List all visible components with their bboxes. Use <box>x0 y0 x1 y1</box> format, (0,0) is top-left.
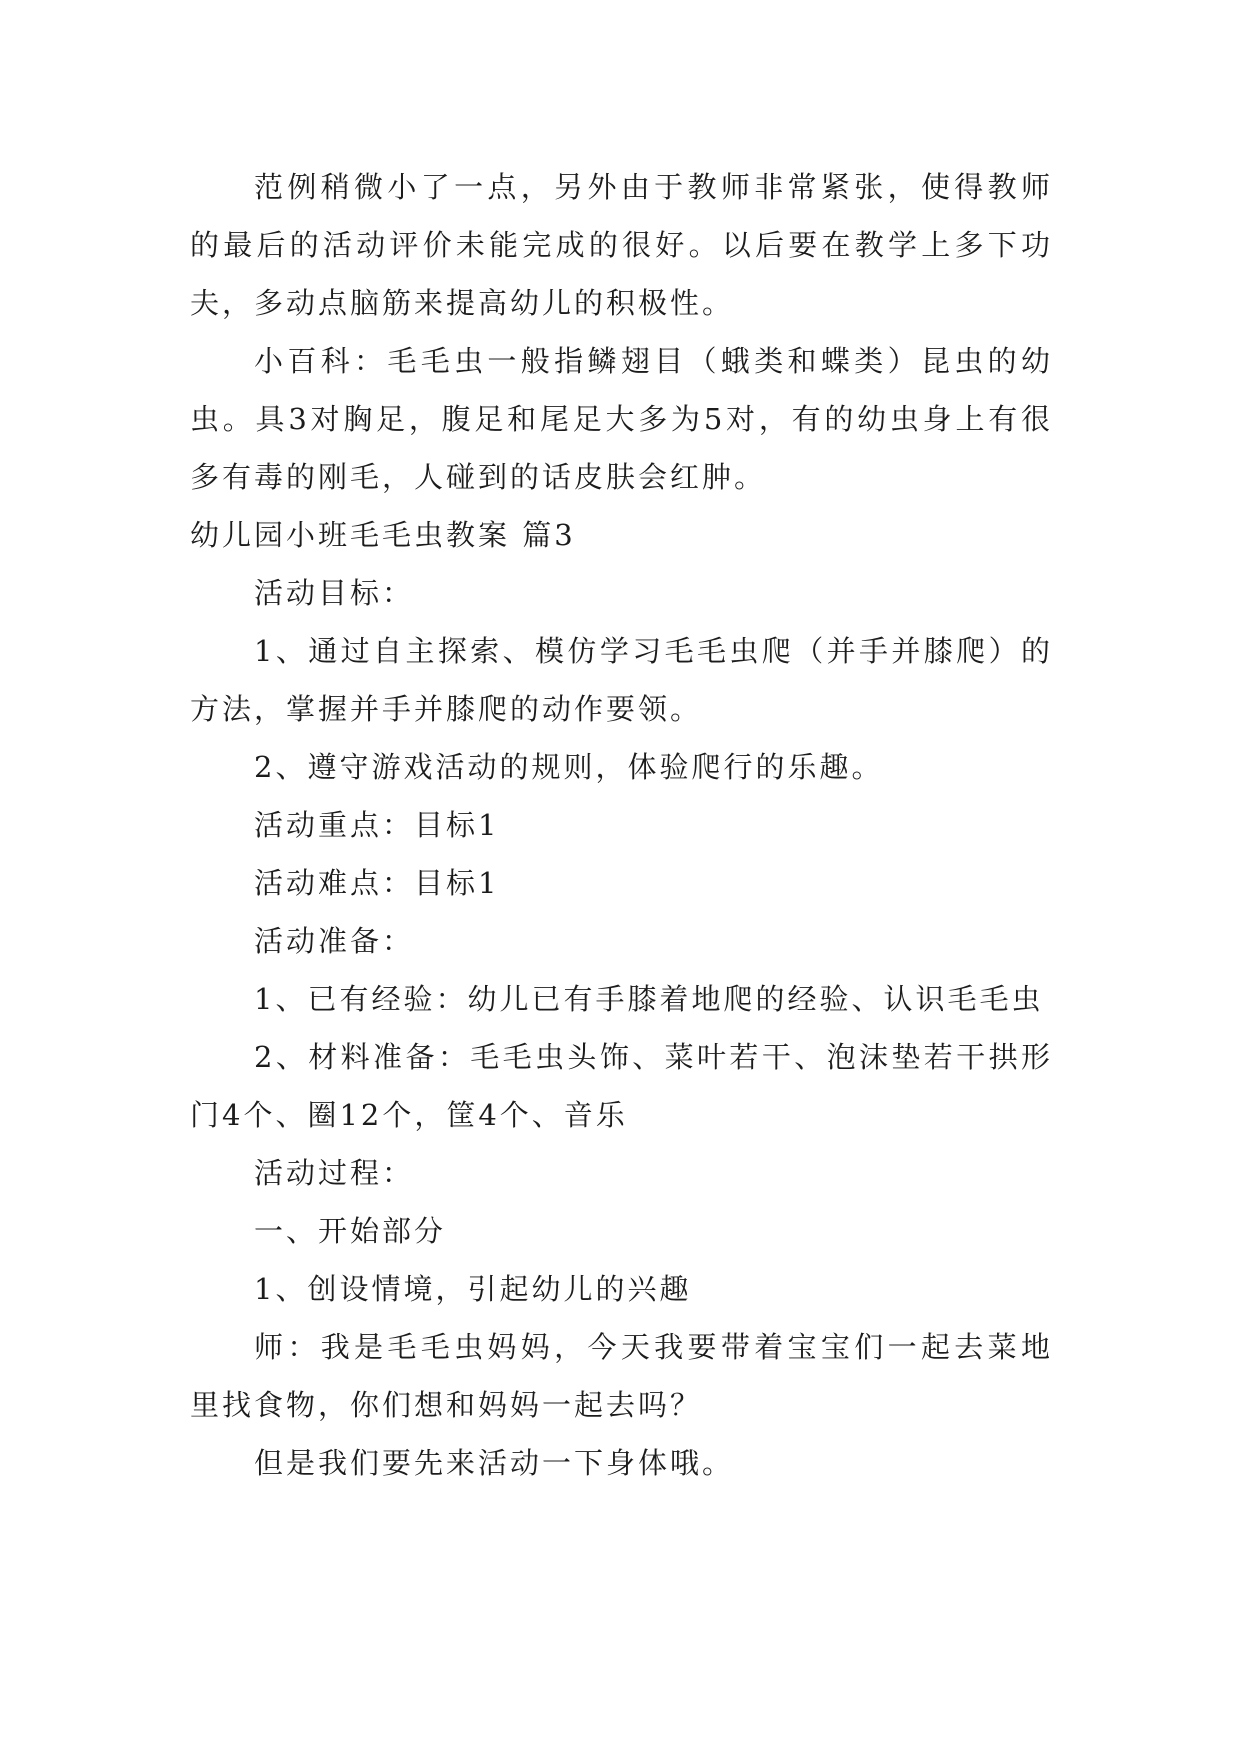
paragraph-preparation-title: 活动准备： <box>254 924 415 958</box>
section-heading: 幼儿园小班毛毛虫教案 篇3 <box>190 518 576 552</box>
paragraph-goal-1: 1、通过自主探索、模仿学习毛毛虫爬（并手并膝爬）的方法，掌握并手并膝爬的动作要领。 <box>190 634 1053 726</box>
paragraph-preparation-1: 1、已有经验：幼儿已有手膝着地爬的经验、认识毛毛虫 <box>254 982 1044 1016</box>
paragraph-warmup: 但是我们要先来活动一下身体哦。 <box>254 1446 735 1480</box>
paragraph-goals-title: 活动目标： <box>254 576 415 610</box>
paragraph-preparation-2: 2、材料准备：毛毛虫头饰、菜叶若干、泡沫垫若干拱形门4个、圈12个，筐4个、音乐 <box>190 1040 1053 1132</box>
paragraph-encyclopedia: 小百科：毛毛虫一般指鳞翅目（蛾类和蝶类）昆虫的幼虫。具3对胸足，腹足和尾足大多为5对，有的幼虫身上有很多有毒的刚毛，人碰到的话皮肤会红肿。 <box>190 344 1053 494</box>
paragraph-teacher-line: 师：我是毛毛虫妈妈，今天我要带着宝宝们一起去菜地里找食物，你们想和妈妈一起去吗？ <box>190 1330 1053 1422</box>
paragraph-summary: 范例稍微小了一点，另外由于教师非常紧张，使得教师的最后的活动评价未能完成的很好。以后要在教学上多下功夫，多动点脑筋来提高幼儿的积极性。 <box>190 170 1053 320</box>
paragraph-part-one: 一、开始部分 <box>254 1214 447 1248</box>
paragraph-difficulty: 活动难点：目标1 <box>254 866 500 900</box>
paragraph-goal-2: 2、遵守游戏活动的规则，体验爬行的乐趣。 <box>254 750 884 784</box>
paragraph-key-point: 活动重点：目标1 <box>254 808 500 842</box>
document-body <box>190 158 1053 1492</box>
paragraph-process-title: 活动过程： <box>254 1156 415 1190</box>
paragraph-step-1: 1、创设情境，引起幼儿的兴趣 <box>254 1272 692 1306</box>
